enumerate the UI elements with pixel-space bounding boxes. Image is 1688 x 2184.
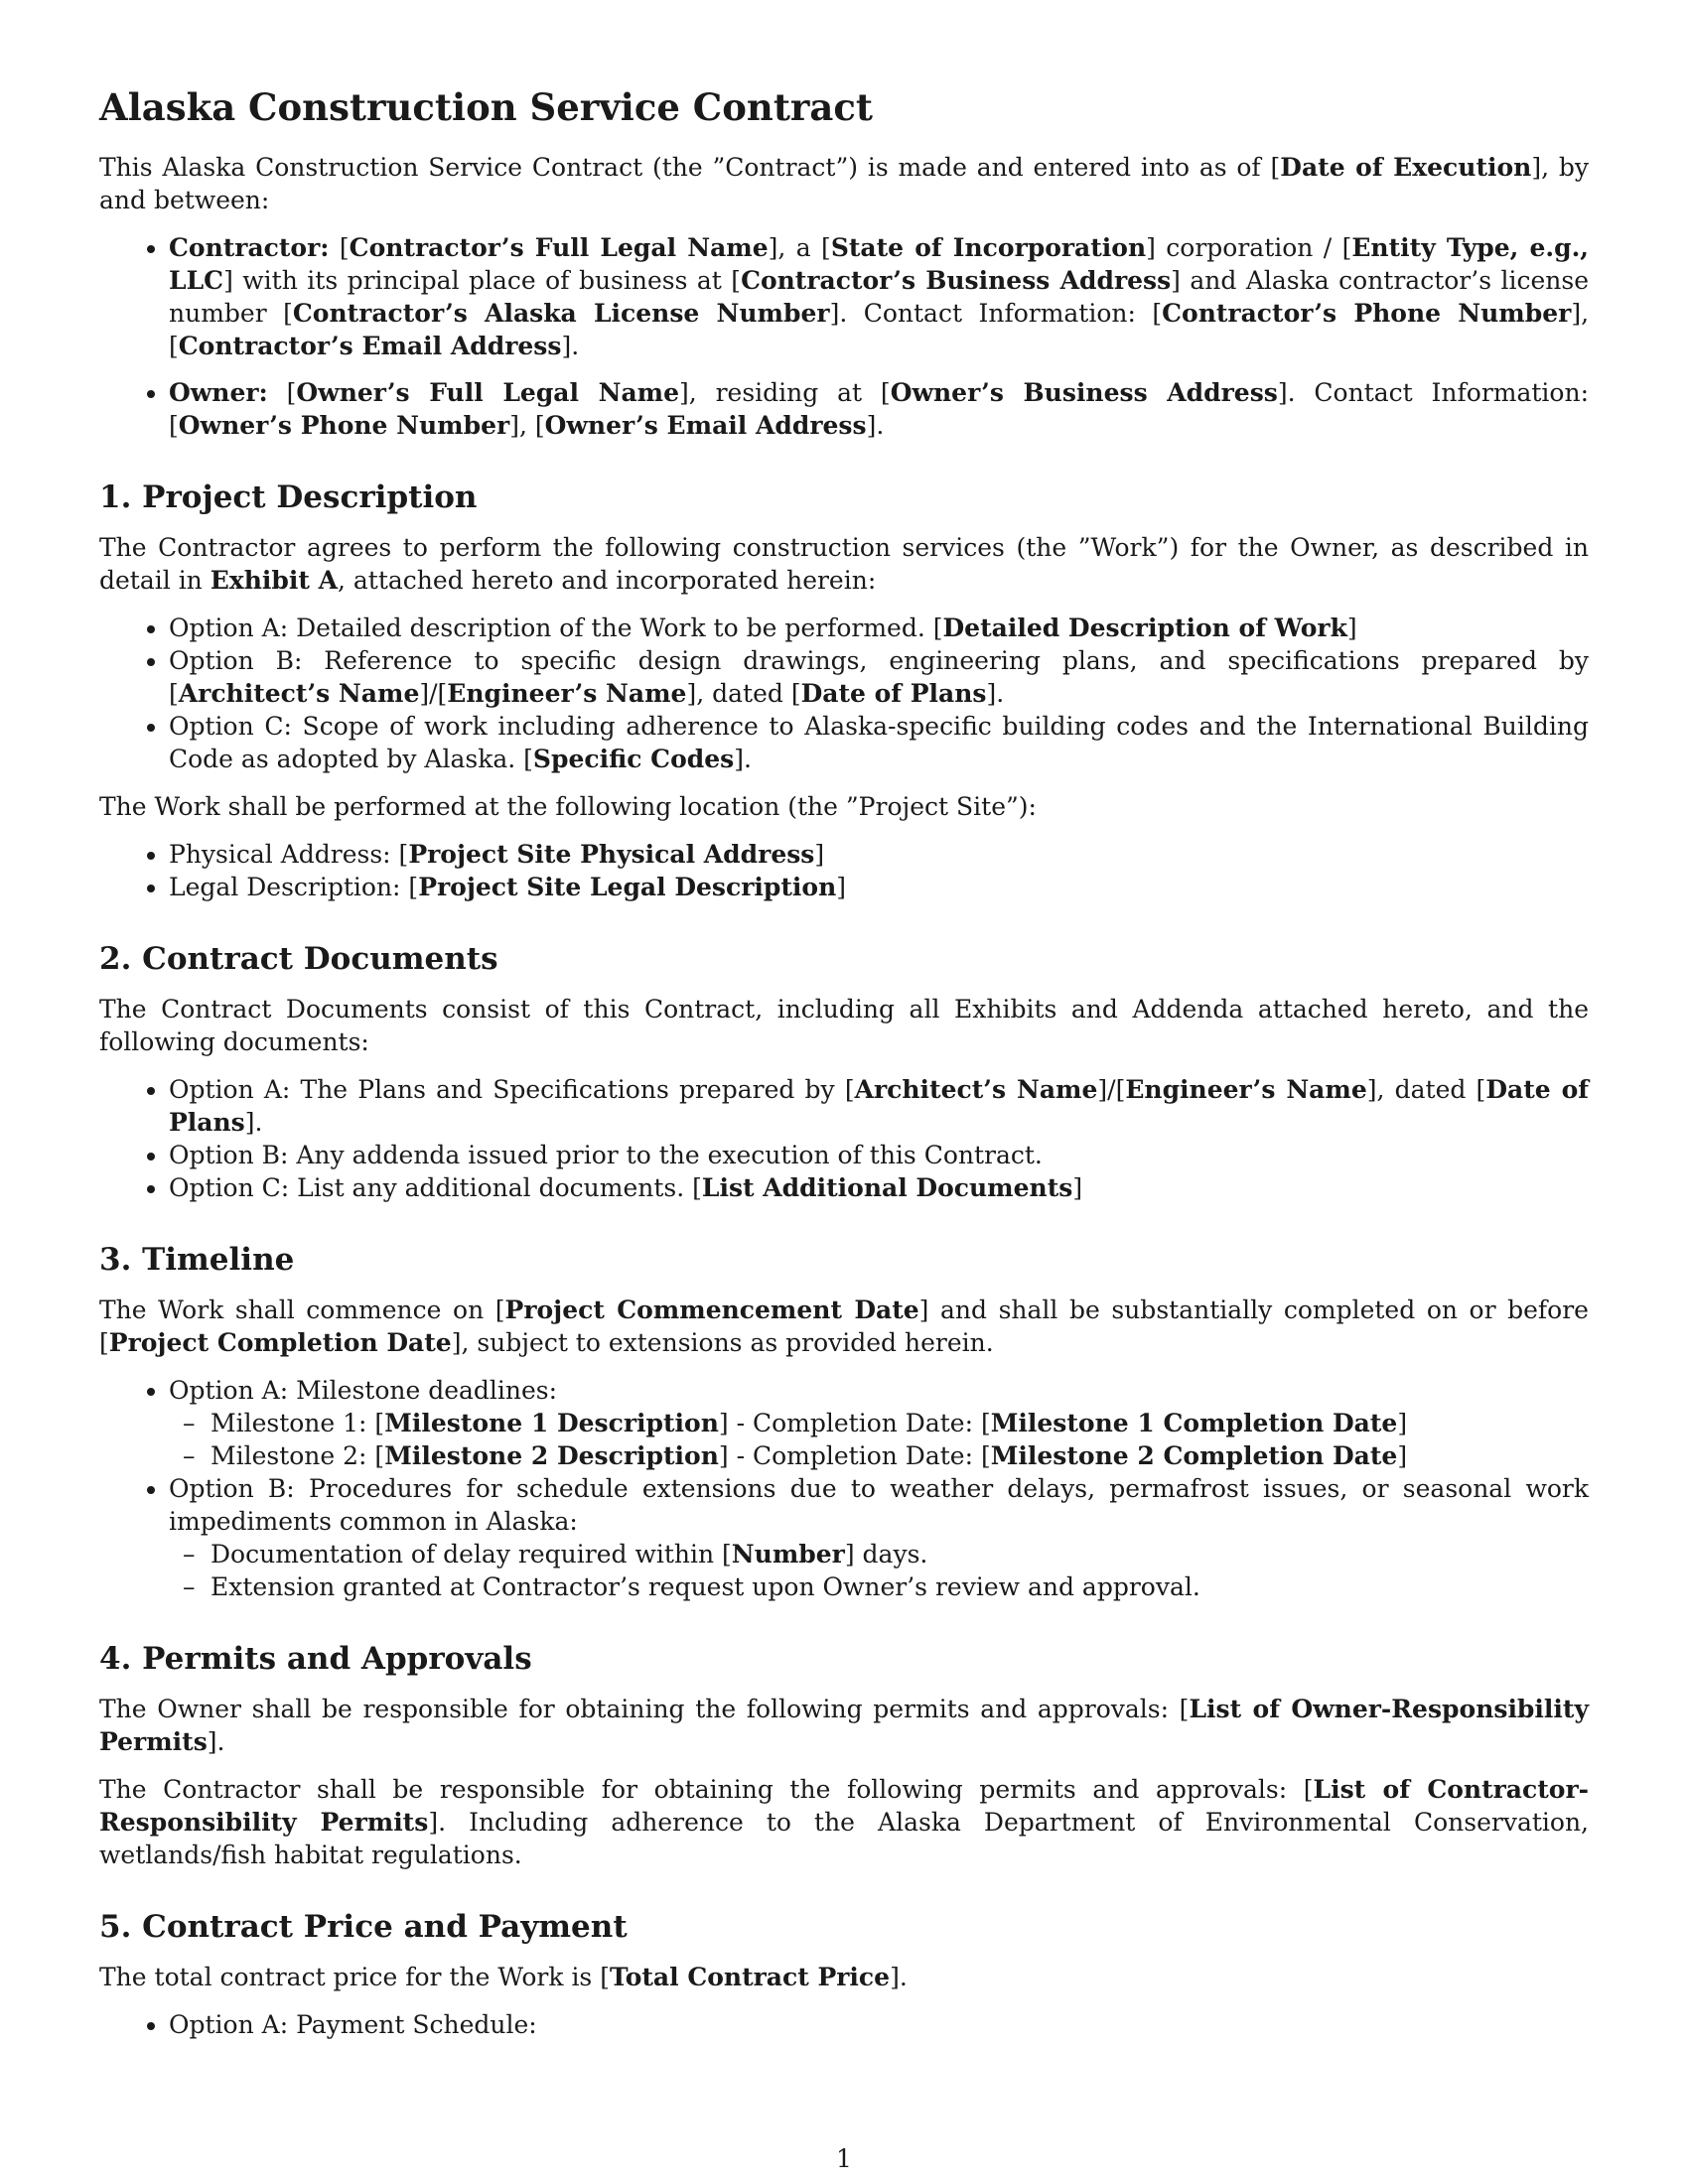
list-item: – Milestone 1: [Milestone 1 Description] - Completion Date: [Milestone 1 Completion Date]: [211, 1407, 1589, 1439]
section-heading-price-payment: 5. Contract Price and Payment: [99, 1909, 628, 1945]
list-item: • Option B: Any addenda issued prior to the execution of this Contract.: [169, 1139, 1589, 1171]
list-item: • Option B: Reference to specific design drawings, engineering plans, and specifications prepared by [Architect’s Name]/[Engineer’s Name], dated [Date of Plans].: [169, 644, 1589, 710]
payment-list: [99, 2008, 1589, 2041]
contractor-party: • Contractor: [Contractor’s Full Legal Name], a [State of Incorporation] corporation / [Entity Type, e.g., LLC] with its principal place of business at [Contractor’s Business Address] and Alaska contractor’s license number [Contractor’s Alaska License Number]. Contact Information: [Contractor’s Phone Number], [Contractor’s Email Address].: [169, 231, 1589, 362]
project-options-list: [99, 612, 1589, 775]
section-paragraph: The total contract price for the Work is [Total Contract Price].: [99, 1963, 908, 1991]
list-item: • Legal Description: [Project Site Legal Description]: [169, 871, 1589, 903]
list-item: • Option C: List any additional documents. [List Additional Documents]: [169, 1171, 1589, 1204]
parties-list: [99, 231, 1589, 442]
project-site-list: [99, 838, 1589, 903]
section-heading-timeline: 3. Timeline: [99, 1242, 295, 1278]
owner-party: • Owner: [Owner’s Full Legal Name], residing at [Owner’s Business Address]. Contact Information: [Owner’s Phone Number], [Owner’s Email Address].: [169, 376, 1589, 442]
list-item: • Option A: Detailed description of the Work to be performed. [Detailed Description of Work]: [169, 612, 1589, 644]
milestones-list: [169, 1407, 1589, 1472]
section-heading-permits: 4. Permits and Approvals: [99, 1641, 532, 1677]
list-item: – Documentation of delay required within [Number] days.: [211, 1538, 1589, 1570]
section-heading-project-description: 1. Project Description: [99, 479, 478, 515]
timeline-list: [99, 1374, 1589, 1603]
list-item: • Option B: Procedures for schedule extensions due to weather delays, permafrost issues, or seasonal work impediments common in Alaska: – Documentation of delay required within [Number] days. – Extension granted at Contractor’s request upon Owner’s review and approval.: [169, 1472, 1589, 1603]
section-paragraph: The Owner shall be responsible for obtaining the following permits and approvals: [List of Owner-Responsibility Permits].: [99, 1695, 1589, 1756]
section-paragraph: The Contract Documents consist of this Contract, including all Exhibits and Addenda attached hereto, and the following documents:: [99, 995, 1589, 1056]
section-paragraph: The Contractor shall be responsible for obtaining the following permits and approvals: [List of Contractor-Responsibility Permits]. Including adherence to the Alaska Department of Environmental Conservation, wetlands/fish habitat regulations.: [99, 1775, 1589, 1869]
list-item: • Option C: Scope of work including adherence to Alaska-specific building codes and the International Building Code as adopted by Alaska. [Specific Codes].: [169, 710, 1589, 775]
list-item: • Option A: Milestone deadlines: – Milestone 1: [Milestone 1 Description] - Completion Date: [Milestone 1 Completion Date] – Milestone 2: [Milestone 2 Description] - Completion Date: [Milestone 2 Completion Date]: [169, 1374, 1589, 1472]
document-title: Alaska Construction Service Contract: [99, 85, 874, 129]
list-item: • Physical Address: [Project Site Physical Address]: [169, 838, 1589, 871]
list-item: – Extension granted at Contractor’s request upon Owner’s review and approval.: [211, 1570, 1589, 1603]
documents-list: [99, 1073, 1589, 1204]
list-item: – Milestone 2: [Milestone 2 Description] - Completion Date: [Milestone 2 Completion Date]: [211, 1439, 1589, 1472]
section-heading-contract-documents: 2. Contract Documents: [99, 941, 498, 977]
section-paragraph: The Work shall be performed at the following location (the ”Project Site”):: [99, 792, 1037, 821]
list-item: • Option A: Payment Schedule:: [169, 2008, 1589, 2041]
document-page: [99, 85, 1589, 2056]
section-paragraph: The Work shall commence on [Project Commencement Date] and shall be substantially completed on or before [Project Completion Date], subject to extensions as provided herein.: [99, 1296, 1589, 1357]
extension-procedures-list: [169, 1538, 1589, 1603]
list-item: • Option A: The Plans and Specifications prepared by [Architect’s Name]/[Engineer’s Name], dated [Date of Plans].: [169, 1073, 1589, 1139]
section-paragraph: The Contractor agrees to perform the following construction services (the ”Work”) for the Owner, as described in detail in Exhibit A, attached hereto and incorporated herein:: [99, 533, 1589, 595]
page-number: 1: [836, 2144, 852, 2173]
intro-paragraph: This Alaska Construction Service Contract (the ”Contract”) is made and entered into as of [Date of Execution], by and between:: [99, 153, 1589, 214]
